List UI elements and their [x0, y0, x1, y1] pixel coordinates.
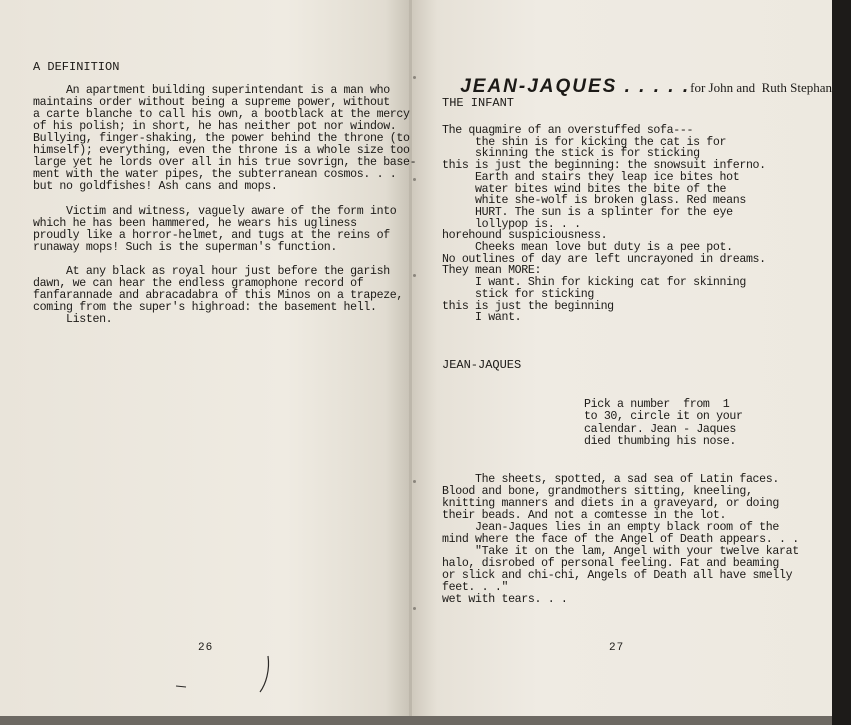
chapter-title-main: JEAN-JAQUES . . . . . [460, 76, 691, 97]
text-line: They mean MORE: [442, 264, 542, 278]
binding-mark [413, 607, 416, 610]
dedication: for John and Ruth Stephan [690, 80, 833, 95]
text-line: calendar. Jean - Jaques [584, 422, 736, 436]
text-line: to 30, circle it on your [584, 410, 743, 424]
text-line: or slick and chi-chi, Angels of Death all have smelly [442, 569, 793, 582]
text-line: I want. Shin for kicking cat for skinning [442, 276, 746, 290]
text-line: Earth and stairs they leap ice bites hot [442, 170, 740, 184]
text-line: An apartment building superintendant is a man who [33, 84, 390, 97]
text-line: No outlines of day are left uncrayoned in dreams. [442, 252, 766, 266]
text-line: white she-wolf is broken glass. Red means [442, 194, 746, 208]
text-line: water bites wind bites the bite of the [442, 182, 727, 196]
text-line: dawn, we can hear the endless gramophone record of [33, 276, 364, 290]
text-line: died thumbing his nose. [584, 434, 736, 448]
chapter-title [441, 58, 832, 98]
text-line: himself); everything, even the throne is a whole size too [33, 144, 410, 158]
text-line: proudly like a horror-helmet, and tugs at the reins of [33, 228, 390, 242]
text-line: the shin is for kicking the cat is for [442, 135, 727, 149]
pencil-mark [170, 650, 280, 700]
left-heading: A DEFINITION [33, 60, 120, 74]
text-line: wet with tears. . . [442, 593, 568, 606]
text-line: maintains order without being a supreme power, without [33, 96, 390, 110]
text-line: The sheets, spotted, a sad sea of Latin faces. [442, 473, 779, 486]
text-line: At any black as royal hour just before the garish [33, 264, 390, 278]
section-heading-infant: THE INFANT [442, 96, 515, 110]
text-line: this is just the beginning [442, 299, 614, 313]
text-line: but no goldfishes! Ash cans and mops. [33, 180, 278, 194]
text-line: Cheeks mean love but duty is a pee pot. [442, 241, 733, 254]
text-line: this is just the beginning: the snowsuit inferno. [442, 159, 766, 173]
text-line: which he has been hammered, he wears his ugliness [33, 216, 357, 230]
text-line: mind where the face of the Angel of Death appears. . . [442, 533, 799, 546]
text-line: feet. . ." [442, 581, 509, 594]
text-line: their beads. And not a comtesse in the lot. [442, 509, 727, 522]
text-line: "Take it on the lam, Angel with your twelve karat [442, 545, 799, 558]
text-line: of his polish; in short, he has neither pot nor window. [33, 120, 397, 134]
text-line: stick for sticking [442, 287, 594, 301]
text-line: Pick a number from 1 [584, 398, 730, 411]
text-line: horehound suspiciousness. [442, 229, 608, 243]
text-line: coming from the super's highroad: the basement hell. [33, 300, 377, 314]
book-cover-edge [832, 0, 851, 725]
text-line: ment with the water pipes, the subterranean cosmos. . . [33, 168, 397, 182]
text-line: Bullying, finger-shaking, the power behind the throne (to [33, 132, 410, 146]
text-line: HURT. The sun is a splinter for the eye [442, 205, 733, 219]
text-line: a carte blanche to call his own, a bootblack at the mercy [33, 108, 410, 122]
text-line: lollypop is. . . [442, 217, 581, 231]
text-line: Victim and witness, vaguely aware of the form into [33, 204, 397, 218]
section-heading-jean-jaques: JEAN-JAQUES [442, 358, 522, 372]
text-line: fanfarannade and abracadabra of this Minos on a trapeze, [33, 288, 404, 302]
text-line: I want. [442, 311, 522, 325]
text-line: large yet he lords over all in his true sovrign, the base- [33, 156, 417, 170]
page-number-left: 26 [198, 642, 214, 654]
text-line: knitting manners and diets in a graveyard, or doing [442, 497, 779, 510]
text-line: Listen. [33, 312, 113, 326]
binding-mark [413, 76, 416, 79]
text-line: runaway mops! Such is the superman's function. [33, 240, 337, 254]
text-line: The quagmire of an overstuffed sofa--- [442, 124, 694, 137]
binding-mark [413, 178, 416, 181]
binding-mark [413, 480, 416, 483]
text-line: Blood and bone, grandmothers sitting, kneeling, [442, 485, 753, 498]
binding-mark [413, 274, 416, 277]
page-number-right: 27 [609, 642, 625, 654]
text-line: halo, disrobed of personal feeling. Fat and beaming [442, 557, 779, 570]
text-line: Jean-Jaques lies in an empty black room of the [442, 521, 779, 534]
text-line: skinning the stick is for sticking [442, 147, 700, 161]
